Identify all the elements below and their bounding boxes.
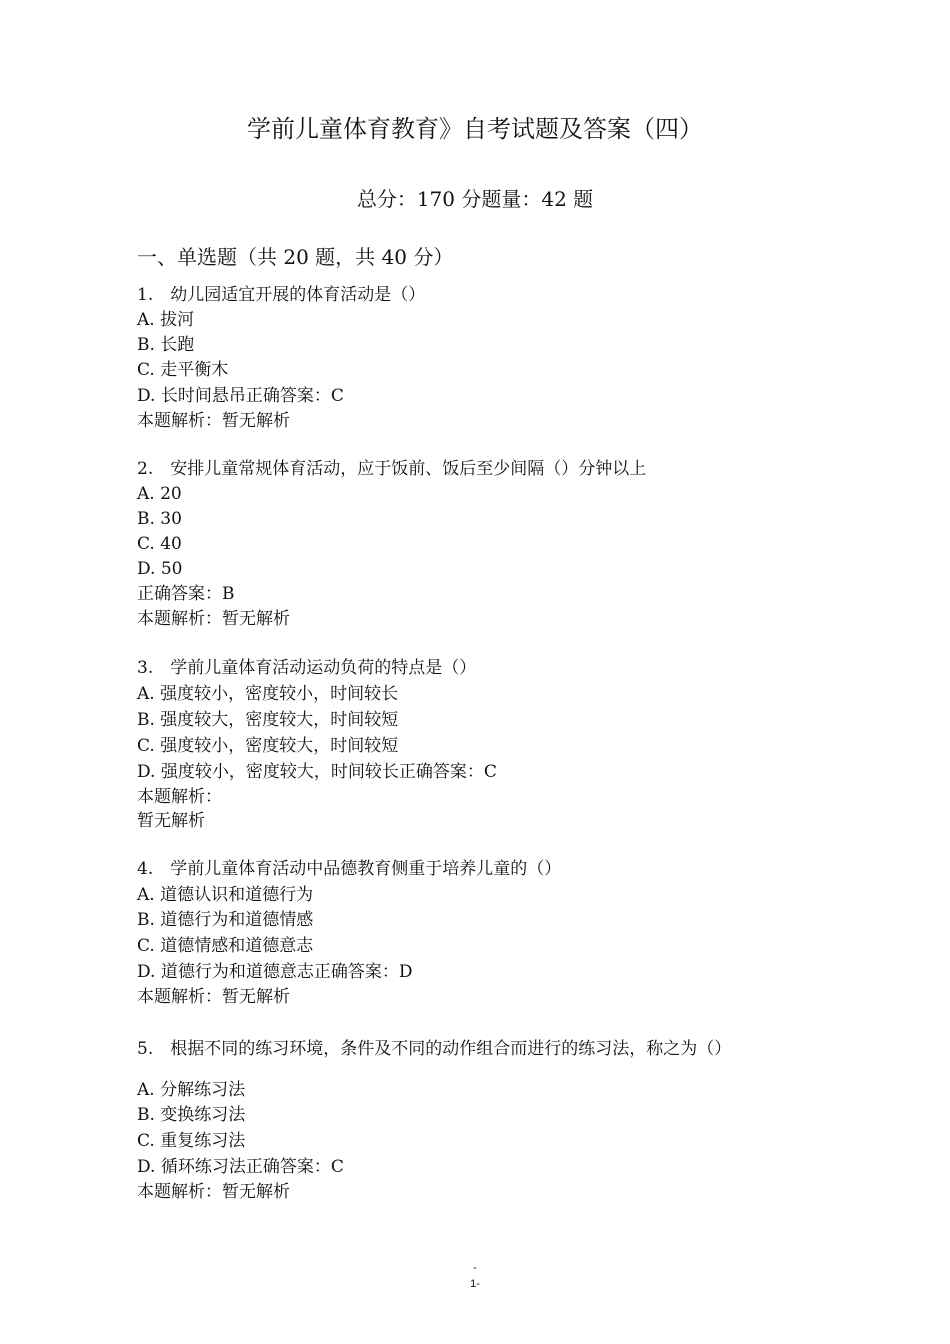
question-4-option-a: A. 道德认识和道德行为	[137, 885, 314, 905]
page-number: 1-	[470, 1278, 480, 1290]
question-4-stem: 4. 学前儿童体育活动中品德教育侧重于培养儿童的（）	[137, 859, 562, 879]
question-5-option-d: D. 循环练习法正确答案：C	[137, 1157, 344, 1177]
question-1-stem: 1. 幼儿园适宜开展的体育活动是（）	[137, 285, 426, 305]
question-1-analysis: 本题解析：暂无解析	[137, 411, 290, 431]
question-1-option-a: A. 拔河	[137, 310, 195, 330]
question-5-option-a: A. 分解练习法	[137, 1080, 246, 1100]
question-4-option-c: C. 道德情感和道德意志	[137, 936, 314, 956]
question-3-option-b: B. 强度较大，密度较大，时间较短	[137, 710, 399, 730]
question-2-option-c: C. 40	[137, 534, 182, 554]
footer-dash: -	[473, 1262, 477, 1274]
question-5-analysis: 本题解析：暂无解析	[137, 1182, 290, 1202]
question-4-option-b: B. 道德行为和道德情感	[137, 910, 314, 930]
question-2-option-a: A. 20	[137, 484, 182, 504]
question-2-analysis: 本题解析：暂无解析	[137, 609, 290, 629]
question-5-option-c: C. 重复练习法	[137, 1131, 246, 1151]
question-3-analysis-text: 暂无解析	[137, 811, 205, 831]
question-2-option-d: D. 50	[137, 559, 183, 579]
question-3-option-c: C. 强度较小，密度较大，时间较短	[137, 736, 399, 756]
question-2-answer: 正确答案：B	[137, 584, 235, 604]
question-3-option-a: A. 强度较小，密度较小，时间较长	[137, 684, 399, 704]
document-title: 学前儿童体育教育》自考试题及答案（四）	[247, 115, 703, 143]
question-5-stem: 5. 根据不同的练习环境，条件及不同的动作组合而进行的练习法，称之为（）	[137, 1039, 732, 1059]
question-5-option-b: B. 变换练习法	[137, 1105, 246, 1125]
question-1-option-d: D. 长时间悬吊正确答案：C	[137, 386, 344, 406]
question-2-option-b: B. 30	[137, 509, 182, 529]
question-3-option-d: D. 强度较小，密度较大，时间较长正确答案：C	[137, 762, 497, 782]
question-4-analysis: 本题解析：暂无解析	[137, 987, 290, 1007]
score-summary: 总分：170 分题量：42 题	[356, 187, 594, 211]
question-1-option-c: C. 走平衡木	[137, 360, 229, 380]
section-heading: 一、单选题（共 20 题，共 40 分）	[137, 245, 454, 269]
question-3-analysis-label: 本题解析：	[137, 787, 222, 807]
question-1-option-b: B. 长跑	[137, 335, 195, 355]
question-2-stem: 2. 安排儿童常规体育活动，应于饭前、饭后至少间隔（）分钟以上	[137, 459, 647, 479]
question-4-option-d: D. 道德行为和道德意志正确答案：D	[137, 962, 413, 982]
question-3-stem: 3. 学前儿童体育活动运动负荷的特点是（）	[137, 658, 477, 678]
